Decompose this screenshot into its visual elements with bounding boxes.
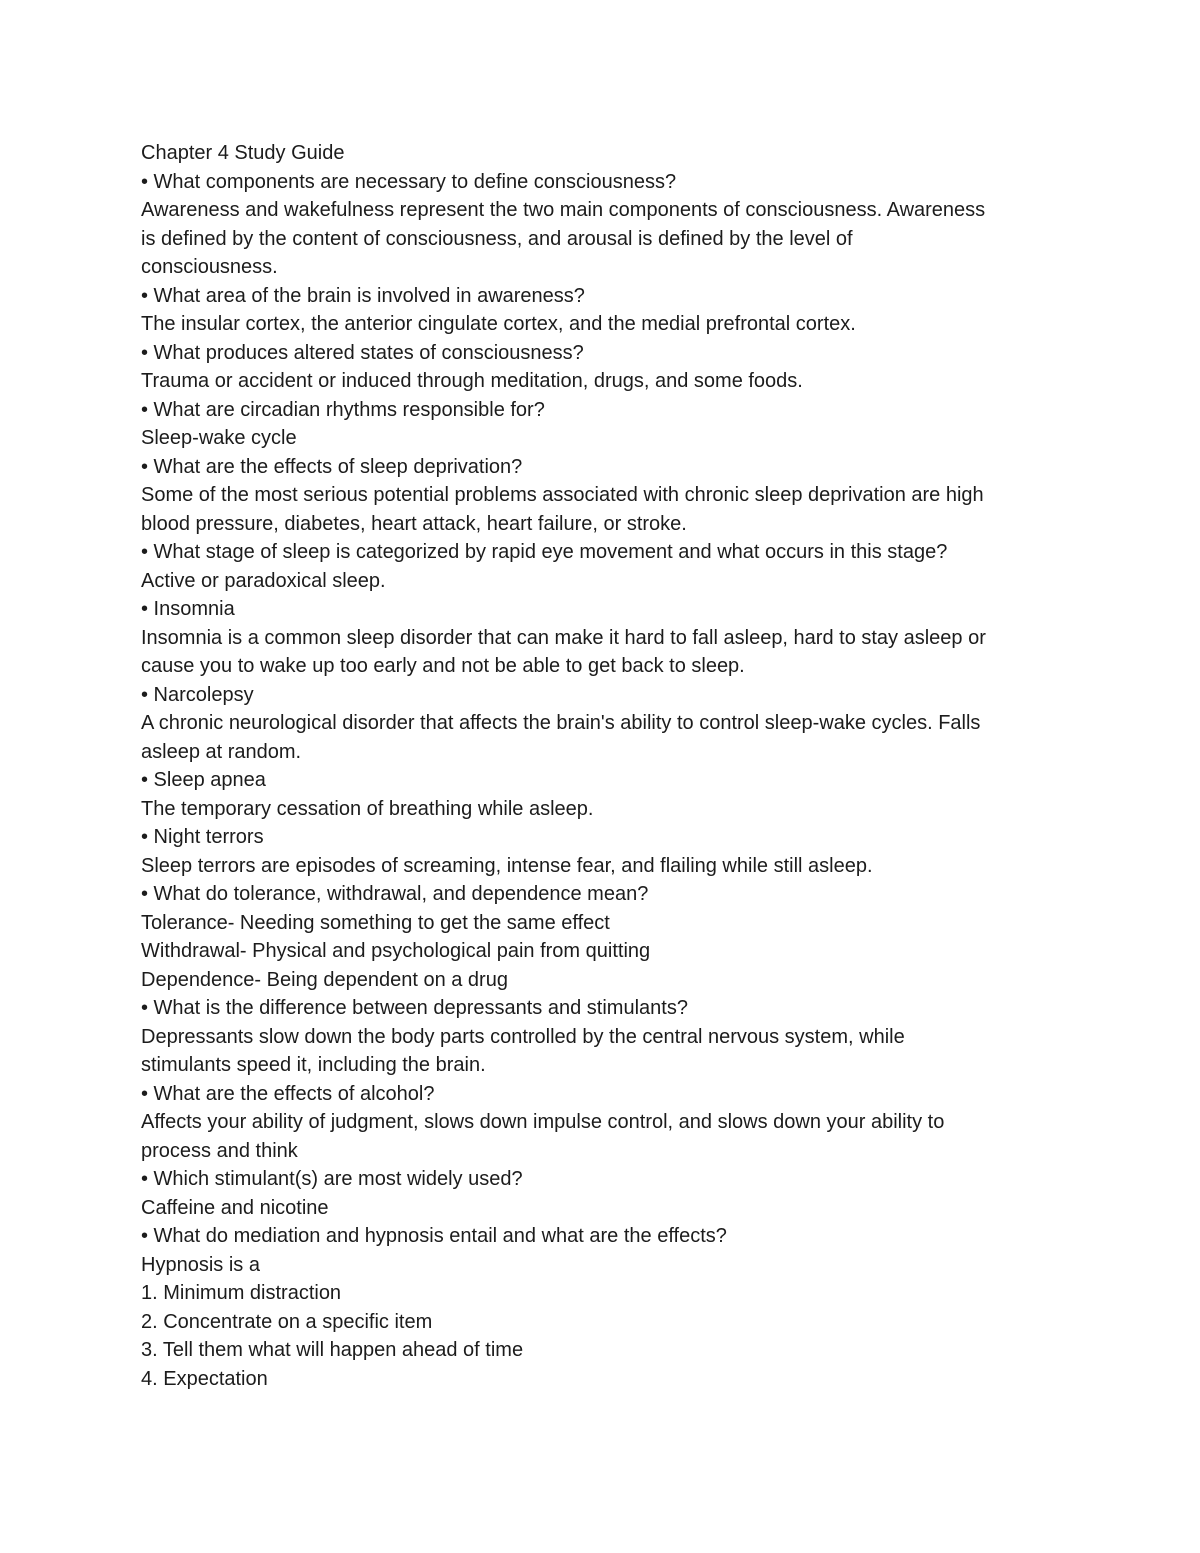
answer-line: Awareness and wakefulness represent the two main components of consciousness. Awareness (141, 199, 986, 221)
answer-line: Caffeine and nicotine (141, 1196, 329, 1219)
answer-line: cause you to wake up too early and not be able to get back to sleep. (141, 655, 745, 677)
list-item: 4. Expectation (141, 1367, 268, 1390)
list-item: 2. Concentrate on a specific item (141, 1310, 433, 1333)
answer-line: Dependence- Being dependent on a drug (141, 968, 508, 991)
question-line: • What produces altered states of consciousness? (141, 341, 584, 364)
answer-line: Active or paradoxical sleep. (141, 569, 386, 592)
answer-line: asleep at random. (141, 740, 302, 763)
answer-line: The insular cortex, the anterior cingulate cortex, and the medial prefrontal cortex. (141, 313, 856, 335)
answer-line: is defined by the content of consciousness, and arousal is defined by the level of (141, 227, 853, 250)
list-item: 3. Tell them what will happen ahead of time (141, 1339, 524, 1361)
list-item: 1. Minimum distraction (141, 1282, 342, 1304)
question-line: • What area of the brain is involved in awareness? (141, 284, 585, 307)
answer-line: Affects your ability of judgment, slows down impulse control, and slows down your ability to (141, 1111, 945, 1133)
answer-line: process and think (141, 1139, 298, 1162)
answer-line: Some of the most serious potential problems associated with chronic sleep deprivation are high (141, 484, 984, 506)
question-line: • Night terrors (141, 826, 264, 848)
document-title: Chapter 4 Study Guide (141, 142, 345, 164)
answer-line: Insomnia is a common sleep disorder that can make it hard to fall asleep, hard to stay asleep or (141, 626, 986, 649)
answer-line: Trauma or accident or induced through meditation, drugs, and some foods. (141, 370, 803, 392)
question-line: • What stage of sleep is categorized by rapid eye movement and what occurs in this stage? (141, 541, 948, 563)
question-line: • Narcolepsy (141, 683, 254, 706)
answer-line: blood pressure, diabetes, heart attack, heart failure, or stroke. (141, 512, 687, 535)
answer-line: Withdrawal- Physical and psychological pain from quitting (141, 940, 651, 962)
question-line: • Insomnia (141, 598, 235, 620)
answer-line: Sleep-wake cycle (141, 427, 297, 449)
document-page (141, 139, 1071, 1393)
question-line: • What are the effects of alcohol? (141, 1082, 435, 1105)
question-line: • What are the effects of sleep deprivation? (141, 455, 523, 478)
answer-line: A chronic neurological disorder that affects the brain's ability to control sleep-wake cycles. Falls (141, 712, 981, 734)
question-line: • What components are necessary to define consciousness? (141, 170, 677, 193)
answer-line: stimulants speed it, including the brain. (141, 1054, 486, 1076)
answer-line: consciousness. (141, 256, 278, 278)
question-line: • What are circadian rhythms responsible for? (141, 398, 545, 421)
question-line: • Sleep apnea (141, 769, 266, 791)
question-line: • What is the difference between depressants and stimulants? (141, 997, 688, 1019)
answer-line: Sleep terrors are episodes of screaming, intense fear, and flailing while still asleep. (141, 854, 873, 877)
answer-line: Depressants slow down the body parts controlled by the central nervous system, while (141, 1025, 905, 1048)
question-line: • What do mediation and hypnosis entail and what are the effects? (141, 1225, 727, 1247)
answer-line: Hypnosis is a (141, 1253, 260, 1276)
question-line: • What do tolerance, withdrawal, and dependence mean? (141, 883, 649, 905)
question-line: • Which stimulant(s) are most widely used? (141, 1168, 523, 1190)
answer-line: Tolerance- Needing something to get the same effect (141, 911, 610, 934)
answer-line: The temporary cessation of breathing while asleep. (141, 797, 594, 820)
